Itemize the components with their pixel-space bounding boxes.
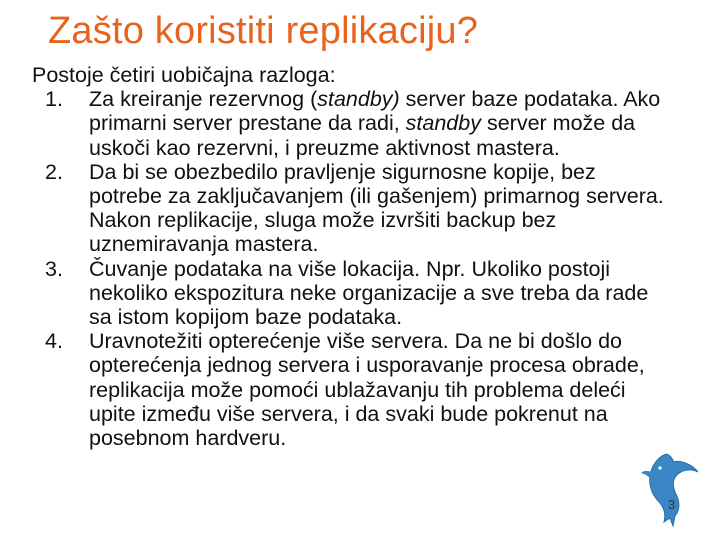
item-text-italic: standby (405, 111, 481, 136)
item-number: 2. (45, 159, 63, 184)
list-item (32, 87, 672, 160)
list-item (32, 160, 672, 257)
slide-title: Zašto koristiti replikaciju? (48, 10, 479, 52)
slide-body (32, 63, 672, 450)
item-number: 4. (45, 329, 63, 354)
item-text: Čuvanje podataka na više lokacija. Npr. Ukoliko postoji nekoliko ekspozitura neke organizacije a sve treba da rade sa istom kopijom baze podataka. (89, 256, 649, 330)
item-text: Da bi se obezbedilo pravljenje sigurnosne kopije, bez potrebe za zaključavanjem (ili gašenjem) primarnog servera. Nakon replikacije, sluga može izvršiti backup bez uznemiravanja mastera. (89, 159, 664, 257)
item-text-part: server može da uskoči kao rezervni, i preuzme aktivnost mastera. (89, 111, 636, 160)
page-number: 3 (668, 497, 676, 512)
item-text-part: Za kreiranje rezervnog ( (89, 87, 318, 112)
intro-text: Postoje četiri uobičajna razloga: (32, 63, 336, 87)
dolphin-logo-icon (636, 448, 710, 530)
item-text-part: server baze podataka. Ako primarni server prestane da radi, (89, 87, 661, 136)
reasons-list (32, 87, 672, 450)
item-text-italic: standby) (317, 87, 400, 112)
list-item (32, 329, 672, 450)
item-number: 1. (45, 87, 63, 112)
item-number: 3. (45, 256, 63, 281)
item-text: Uravnotežiti opterećenje više servera. Da ne bi došlo do opterećenja jednog servera i usporavanje procesa obrade, replikacija može pomoći ublažavanju tih problema deleći upite između više servera, i da svaki bude pokrenut na posebnom hardveru. (89, 329, 645, 451)
list-item (32, 257, 672, 330)
